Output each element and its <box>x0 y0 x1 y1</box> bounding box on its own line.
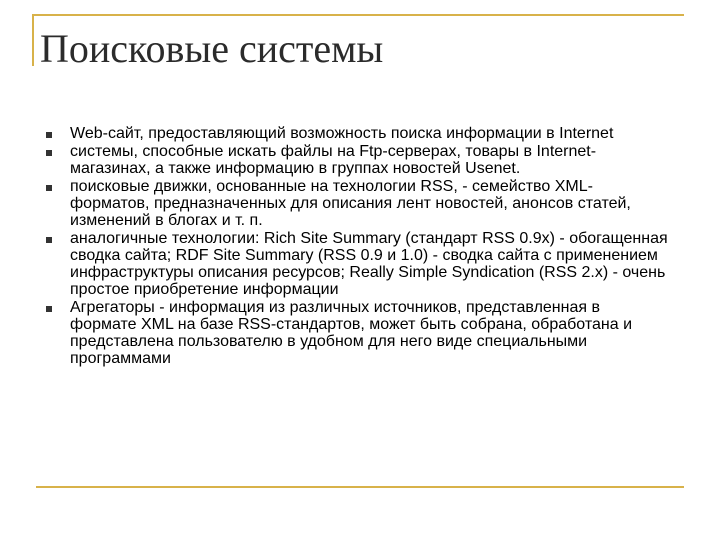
bullet-item <box>40 230 670 298</box>
bullet-square-icon <box>46 306 52 312</box>
bullet-square-icon <box>46 237 52 243</box>
bottom-divider <box>36 486 684 488</box>
bullet-item <box>40 178 670 229</box>
bullet-item <box>40 299 670 367</box>
bullet-list <box>40 125 670 368</box>
bullet-square-icon <box>46 185 52 191</box>
bullet-text: Web-сайт, предоставляющий возможность поиска информации в Internet <box>70 125 614 142</box>
bullet-text: поисковые движки, основанные на технологии RSS, - семейство XML-форматов, предназначенных для описания лент новостей, анонсов статей, изменений в блогах и т. п. <box>70 178 631 229</box>
bullet-text: системы, способные искать файлы на Ftp-серверах, товары в Internet-магазинах, а также информацию в группах новостей Usenet. <box>70 143 597 177</box>
slide-title: Поисковые системы <box>40 26 384 71</box>
bullet-item <box>40 125 670 142</box>
bullet-text: аналогичные технологии: Rich Site Summary (стандарт RSS 0.9x) - обогащенная сводка сайта; RDF Site Summary (RSS 0.9 и 1.0) - сводка сайта с применением инфраструктуры описания ресурсов; Really Simple Syndication (RSS 2.x) - очень простое приобретение информации <box>70 230 668 298</box>
bullet-item <box>40 143 670 177</box>
bullet-square-icon <box>46 150 52 156</box>
bullet-text: Агрегаторы - информация из различных источников, представленная в формате XML на базе RSS-стандартов, может быть собрана, обработана и представлена пользователю в удобном для него виде специальными программами <box>70 299 633 367</box>
bullet-square-icon <box>46 132 52 138</box>
